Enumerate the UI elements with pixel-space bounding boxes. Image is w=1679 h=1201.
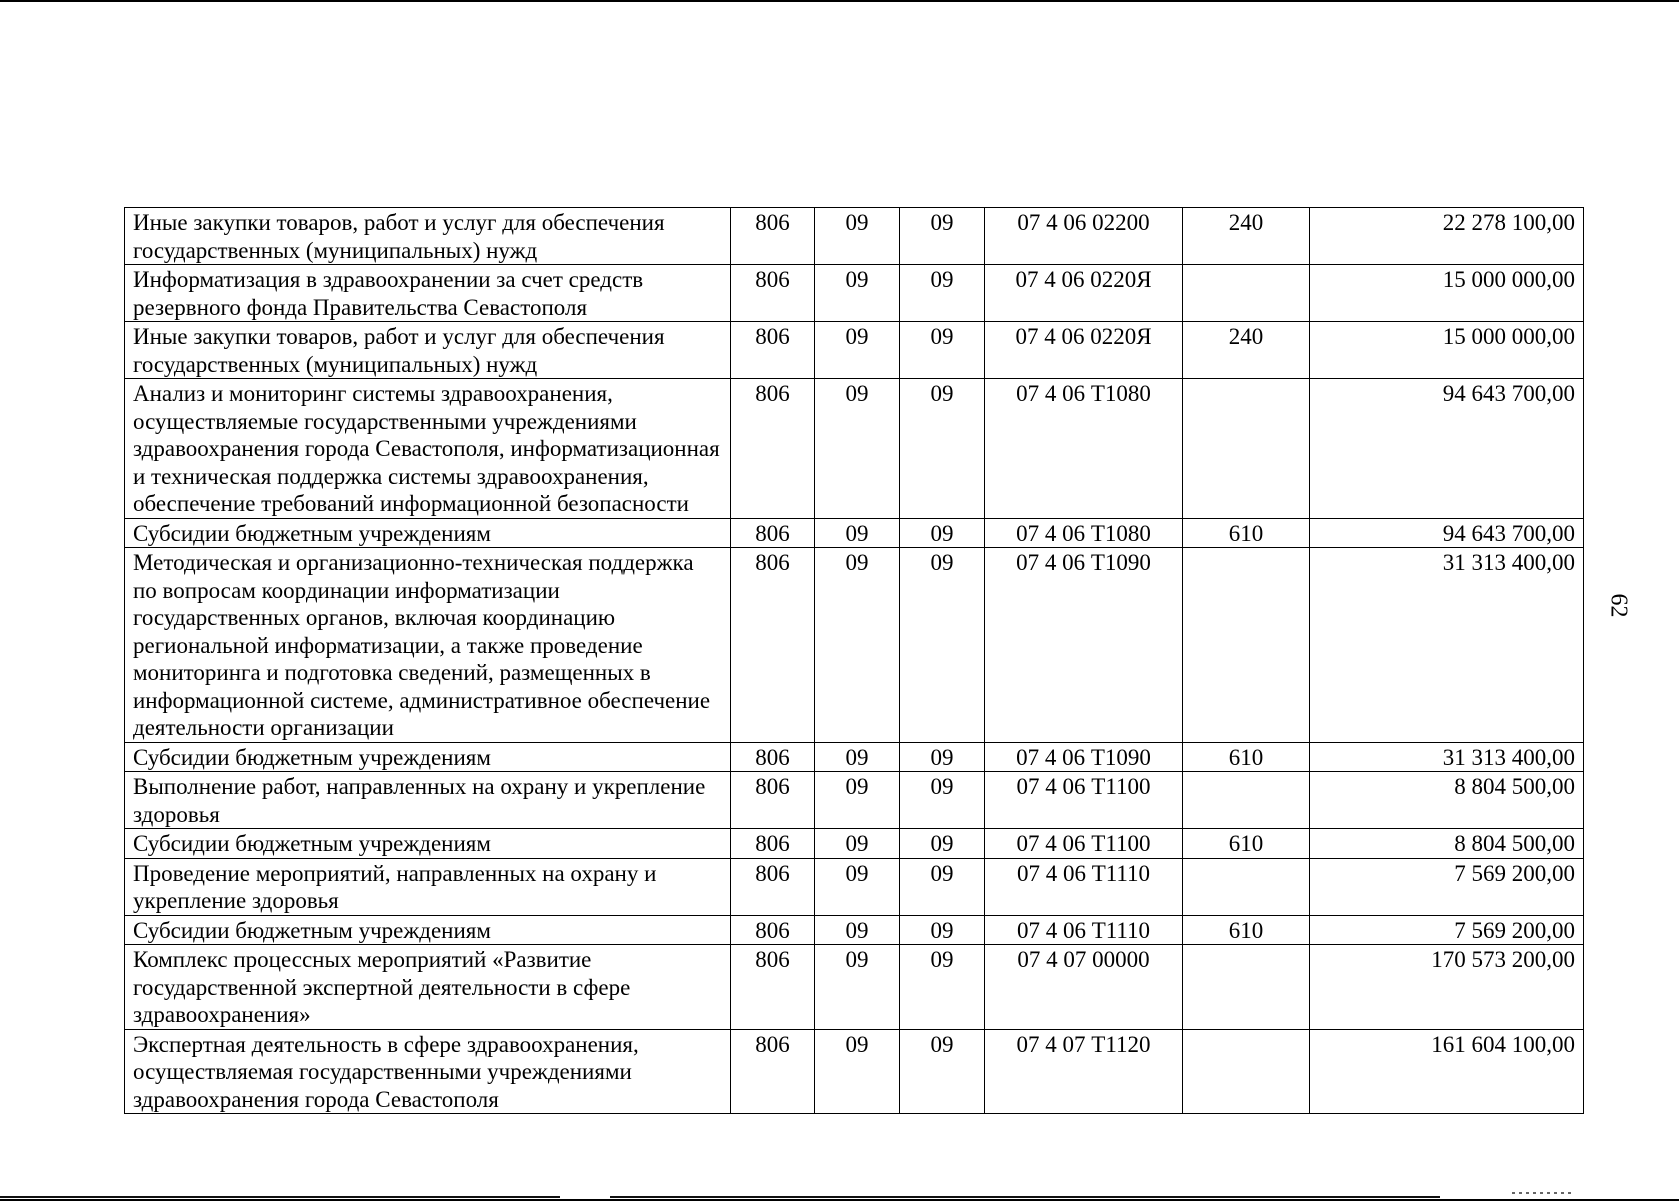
expense-type-cell — [1183, 772, 1310, 829]
subsection-code-cell: 09 — [900, 208, 985, 265]
ministry-code-cell: 806 — [731, 742, 815, 772]
section-code-cell: 09 — [815, 1029, 900, 1114]
expense-type-cell: 610 — [1183, 518, 1310, 548]
bottom-scan-line — [0, 1196, 560, 1198]
subsection-code-cell: 09 — [900, 379, 985, 519]
subsection-code-cell: 09 — [900, 322, 985, 379]
amount-cell: 31 313 400,00 — [1310, 548, 1584, 743]
section-code-cell: 09 — [815, 379, 900, 519]
table-row — [125, 945, 1584, 1030]
expense-type-cell — [1183, 858, 1310, 915]
table-row — [125, 1029, 1584, 1114]
amount-cell: 161 604 100,00 — [1310, 1029, 1584, 1114]
row-name-cell: Методическая и организационно-техническая поддержка по вопросам координации информатизации государственных органов, включая координацию региональной информатизации, а также проведение мониторинга и подготовка сведений, размещенных в информационной системе, административное обеспечение деятельности организации — [125, 548, 731, 743]
section-code-cell: 09 — [815, 518, 900, 548]
target-article-cell: 07 4 06 Т1090 — [985, 548, 1183, 743]
expense-type-cell — [1183, 379, 1310, 519]
ministry-code-cell: 806 — [731, 322, 815, 379]
section-code-cell: 09 — [815, 829, 900, 859]
row-name-cell: Информатизация в здравоохранении за счет средств резервного фонда Правительства Севастополя — [125, 265, 731, 322]
row-name-cell: Субсидии бюджетным учреждениям — [125, 742, 731, 772]
amount-cell: 8 804 500,00 — [1310, 829, 1584, 859]
ministry-code-cell: 806 — [731, 858, 815, 915]
amount-cell: 22 278 100,00 — [1310, 208, 1584, 265]
budget-table — [124, 207, 1584, 1114]
table-row — [125, 518, 1584, 548]
table-row — [125, 265, 1584, 322]
bottom-scan-line — [610, 1196, 1440, 1198]
target-article-cell: 07 4 06 Т1110 — [985, 858, 1183, 915]
table-row — [125, 772, 1584, 829]
amount-cell: 15 000 000,00 — [1310, 322, 1584, 379]
table-row — [125, 208, 1584, 265]
table-row — [125, 742, 1584, 772]
table-row — [125, 379, 1584, 519]
target-article-cell: 07 4 06 Т1090 — [985, 742, 1183, 772]
ministry-code-cell: 806 — [731, 379, 815, 519]
row-name-cell: Субсидии бюджетным учреждениям — [125, 829, 731, 859]
subsection-code-cell: 09 — [900, 265, 985, 322]
bottom-scan-dots — [1512, 1192, 1572, 1194]
row-name-cell: Комплекс процессных мероприятий «Развитие государственной экспертной деятельности в сфере здравоохранения» — [125, 945, 731, 1030]
ministry-code-cell: 806 — [731, 772, 815, 829]
target-article-cell: 07 4 06 02200 — [985, 208, 1183, 265]
expense-type-cell: 610 — [1183, 829, 1310, 859]
amount-cell: 7 569 200,00 — [1310, 858, 1584, 915]
ministry-code-cell: 806 — [731, 915, 815, 945]
target-article-cell: 07 4 06 Т1110 — [985, 915, 1183, 945]
amount-cell: 94 643 700,00 — [1310, 518, 1584, 548]
amount-cell: 94 643 700,00 — [1310, 379, 1584, 519]
expense-type-cell — [1183, 1029, 1310, 1114]
section-code-cell: 09 — [815, 548, 900, 743]
subsection-code-cell: 09 — [900, 548, 985, 743]
section-code-cell: 09 — [815, 322, 900, 379]
section-code-cell: 09 — [815, 945, 900, 1030]
target-article-cell: 07 4 06 Т1080 — [985, 518, 1183, 548]
ministry-code-cell: 806 — [731, 548, 815, 743]
table-row — [125, 915, 1584, 945]
ministry-code-cell: 806 — [731, 829, 815, 859]
amount-cell: 15 000 000,00 — [1310, 265, 1584, 322]
subsection-code-cell: 09 — [900, 1029, 985, 1114]
section-code-cell: 09 — [815, 742, 900, 772]
section-code-cell: 09 — [815, 915, 900, 945]
table-row — [125, 858, 1584, 915]
ministry-code-cell: 806 — [731, 265, 815, 322]
subsection-code-cell: 09 — [900, 518, 985, 548]
subsection-code-cell: 09 — [900, 829, 985, 859]
amount-cell: 31 313 400,00 — [1310, 742, 1584, 772]
expense-type-cell: 240 — [1183, 322, 1310, 379]
amount-cell: 7 569 200,00 — [1310, 915, 1584, 945]
expense-type-cell: 610 — [1183, 915, 1310, 945]
row-name-cell: Иные закупки товаров, работ и услуг для обеспечения государственных (муниципальных) нужд — [125, 208, 731, 265]
expense-type-cell — [1183, 265, 1310, 322]
subsection-code-cell: 09 — [900, 945, 985, 1030]
page-number: 62 — [1605, 593, 1632, 618]
row-name-cell: Субсидии бюджетным учреждениям — [125, 518, 731, 548]
target-article-cell: 07 4 06 0220Я — [985, 322, 1183, 379]
row-name-cell: Иные закупки товаров, работ и услуг для обеспечения государственных (муниципальных) нужд — [125, 322, 731, 379]
table-row — [125, 829, 1584, 859]
expense-type-cell — [1183, 945, 1310, 1030]
expense-type-cell: 240 — [1183, 208, 1310, 265]
row-name-cell: Проведение мероприятий, направленных на охрану и укрепление здоровья — [125, 858, 731, 915]
section-code-cell: 09 — [815, 772, 900, 829]
page-edge-top — [0, 0, 1679, 2]
subsection-code-cell: 09 — [900, 772, 985, 829]
ministry-code-cell: 806 — [731, 1029, 815, 1114]
ministry-code-cell: 806 — [731, 518, 815, 548]
ministry-code-cell: 806 — [731, 945, 815, 1030]
target-article-cell: 07 4 06 Т1100 — [985, 829, 1183, 859]
row-name-cell: Выполнение работ, направленных на охрану и укрепление здоровья — [125, 772, 731, 829]
target-article-cell: 07 4 07 Т1120 — [985, 1029, 1183, 1114]
section-code-cell: 09 — [815, 265, 900, 322]
row-name-cell: Субсидии бюджетным учреждениям — [125, 915, 731, 945]
expense-type-cell — [1183, 548, 1310, 743]
expense-type-cell: 610 — [1183, 742, 1310, 772]
table-row — [125, 322, 1584, 379]
section-code-cell: 09 — [815, 858, 900, 915]
ministry-code-cell: 806 — [731, 208, 815, 265]
subsection-code-cell: 09 — [900, 742, 985, 772]
target-article-cell: 07 4 06 Т1080 — [985, 379, 1183, 519]
row-name-cell: Экспертная деятельность в сфере здравоохранения, осуществляемая государственными учреждениями здравоохранения города Севастополя — [125, 1029, 731, 1114]
row-name-cell: Анализ и мониторинг системы здравоохранения, осуществляемые государственными учреждениями здравоохранения города Севастополя, информатизационная и техническая поддержка системы здравоохранения, обеспечение требований информационной безопасности — [125, 379, 731, 519]
target-article-cell: 07 4 07 00000 — [985, 945, 1183, 1030]
budget-table-body — [125, 208, 1584, 1114]
subsection-code-cell: 09 — [900, 915, 985, 945]
target-article-cell: 07 4 06 0220Я — [985, 265, 1183, 322]
target-article-cell: 07 4 06 Т1100 — [985, 772, 1183, 829]
section-code-cell: 09 — [815, 208, 900, 265]
table-row — [125, 548, 1584, 743]
amount-cell: 170 573 200,00 — [1310, 945, 1584, 1030]
subsection-code-cell: 09 — [900, 858, 985, 915]
amount-cell: 8 804 500,00 — [1310, 772, 1584, 829]
